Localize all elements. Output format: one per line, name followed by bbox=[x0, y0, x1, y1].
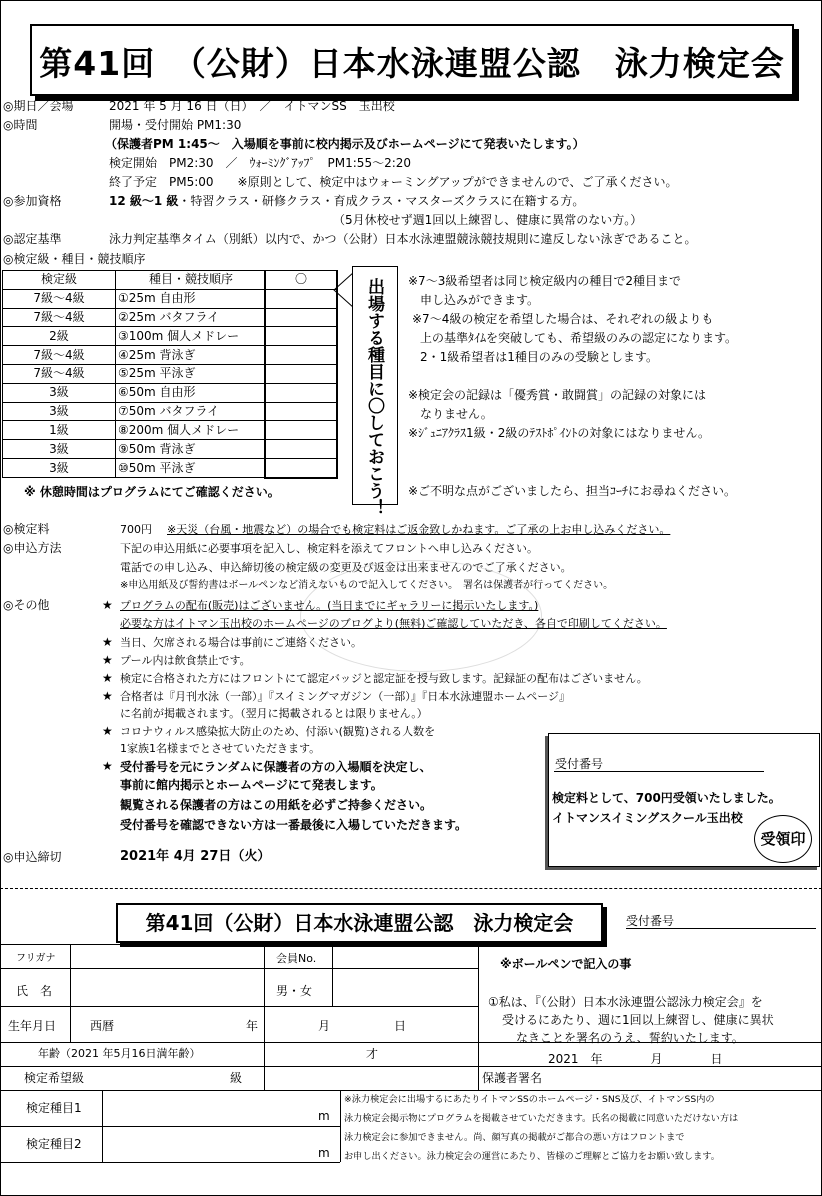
fee-note: ※天災（台風・地震など）の場合でも検定料はご返金致しかねます。ご了承の上お申し込みください。 bbox=[167, 523, 671, 536]
birthday-month: 月 bbox=[318, 1019, 331, 1033]
event-cell: ①25m 自由形 bbox=[116, 289, 266, 308]
other-item: 1家族1名様までとさせていただきます。 bbox=[120, 742, 321, 755]
note-line: ※ｼﾞｭﾆｱｸﾗｽ1級・2級のﾃｽﾄﾎﾟｲﾝﾄの対象にはなりません。 bbox=[408, 426, 711, 440]
table-row bbox=[3, 289, 338, 308]
guardian-label: 保護者署名 bbox=[482, 1071, 543, 1085]
event1-field[interactable] bbox=[104, 1092, 338, 1126]
time-label: ◎時間 bbox=[3, 118, 38, 132]
event-cell: ⑩50m 平泳ぎ bbox=[116, 458, 266, 477]
standard-label: ◎認定基準 bbox=[3, 232, 62, 246]
table-row bbox=[3, 308, 338, 327]
levels-header-row bbox=[3, 271, 338, 290]
event1-unit: m bbox=[318, 1109, 330, 1123]
note-line: ※7～3級希望者は同じ検定級内の種目で2種目まで bbox=[408, 274, 681, 288]
receipt-number-line bbox=[554, 771, 764, 772]
member-no-label: 会員No. bbox=[276, 952, 317, 965]
other-item: 観覧される保護者の方はこの用紙を必ずご持参ください。 bbox=[120, 798, 433, 812]
qual-value bbox=[109, 193, 584, 209]
pledge-line: 受けるにあたり、週に1回以上練習し、健康に異状 bbox=[502, 1013, 774, 1027]
note-line: 上の基準ﾀｲﾑを突破しても、希望級のみの認定になります。 bbox=[420, 331, 738, 345]
member-no-field[interactable] bbox=[334, 946, 476, 966]
other-item: 必要な方はイトマン玉出校のホームページのブログより(無料)ご確認していただき、各自で印刷してください。 bbox=[120, 617, 667, 630]
grade-label: 検定希望級 bbox=[24, 1071, 85, 1085]
star-icon: ★ bbox=[102, 598, 113, 612]
consent-line: 泳力検定会掲示物にプログラムを掲載させていただきます。氏名の掲載に同意いただけない方は bbox=[344, 1113, 739, 1124]
date-value: 2021 年 5 月 16 日（日） ／ イトマンSS 玉出校 bbox=[109, 99, 395, 113]
time-end: 終了予定 PM5:00 ※原則として、検定中はウォーミングアップができませんので、ご了承ください。 bbox=[109, 175, 678, 189]
check-cell[interactable] bbox=[265, 346, 337, 365]
note-line: 2・1級希望者は1種目のみの受験とします。 bbox=[420, 350, 658, 364]
note-line: ※ご不明な点がございましたら、担当ｺｰﾁにお尋ねください。 bbox=[408, 484, 737, 498]
pledge-date: 2021 年 月 日 bbox=[548, 1052, 723, 1066]
check-cell[interactable] bbox=[265, 458, 337, 477]
other-item: 当日、欠席される場合は事前にご連絡ください。 bbox=[120, 636, 362, 649]
consent-line: ※泳力検定会に出場するにあたりイトマンSSのホームページ・SNS及び、イトマンSS内の bbox=[344, 1094, 715, 1105]
star-icon: ★ bbox=[102, 653, 113, 667]
callout-text: 出場する種目に〇しておこう！ bbox=[364, 278, 384, 516]
birthday-label: 生年月日 bbox=[8, 1019, 57, 1033]
level-cell: 2級 bbox=[3, 327, 116, 346]
cut-line bbox=[0, 888, 822, 889]
receipt-number-label: 受付番号 bbox=[555, 757, 604, 771]
form-title: 第41回（公財）日本水泳連盟公認 泳力検定会 bbox=[116, 903, 603, 943]
levels-table bbox=[2, 270, 338, 479]
table-row bbox=[3, 346, 338, 365]
note-line: 申し込みができます。 bbox=[420, 293, 540, 307]
event-cell: ③100m 個人メドレー bbox=[116, 327, 266, 346]
note-line: なりません。 bbox=[420, 407, 493, 421]
ballpen-note: ※ボールペンで記入の事 bbox=[500, 957, 632, 971]
other-item: 事前に館内掲示とホームページにて発表します。 bbox=[120, 778, 383, 792]
other-item: プール内は飲食禁止です。 bbox=[120, 654, 251, 667]
note-line: ※検定会の記録は「優秀賞・敢闘賞」の記録の対象には bbox=[408, 388, 707, 402]
qual-label: ◎参加資格 bbox=[3, 194, 62, 208]
event-cell: ④25m 背泳ぎ bbox=[116, 346, 266, 365]
level-cell: 1級 bbox=[3, 421, 116, 440]
date-label: ◎期日／会場 bbox=[3, 99, 74, 113]
receipt-stamp: 受領印 bbox=[754, 815, 812, 863]
level-cell: 7級～4級 bbox=[3, 346, 116, 365]
consent-line: お申し出ください。泳力検定会の運営にあたり、皆様のご理解とご協力をお願い致します。 bbox=[344, 1151, 720, 1162]
page-title bbox=[30, 24, 794, 96]
furigana-field[interactable] bbox=[72, 946, 262, 966]
other-item: コロナウィルス感染拡大防止のため、付添い(観覧)される人数を bbox=[120, 725, 436, 738]
level-cell: 7級～4級 bbox=[3, 364, 116, 383]
check-cell[interactable] bbox=[265, 364, 337, 383]
event-cell: ⑨50m 背泳ぎ bbox=[116, 440, 266, 459]
event2-field[interactable] bbox=[104, 1128, 338, 1162]
level-cell: 3級 bbox=[3, 440, 116, 459]
check-cell[interactable] bbox=[265, 440, 337, 459]
sex-label: 男・女 bbox=[276, 984, 313, 998]
pledge-line: なきことを署名のうえ、誓約いたします。 bbox=[516, 1031, 744, 1045]
level-cell: 7級～4級 bbox=[3, 289, 116, 308]
qual-note: （5月休校せず週1回以上練習し、健康に異常のない方。） bbox=[333, 213, 643, 227]
page-title-text: 第41回 （公財）日本水泳連盟公認 泳力検定会 bbox=[39, 44, 785, 83]
level-cell: 3級 bbox=[3, 402, 116, 421]
star-icon: ★ bbox=[102, 689, 113, 703]
deadline-value: 2021年 4月 27日（火） bbox=[120, 849, 271, 864]
time-note: （保護者PM 1:45～ 入場順を事前に校内掲示及びホームページにて発表いたします。） bbox=[105, 137, 585, 151]
receipt-received: 検定料として、700円受領いたしました。 bbox=[552, 791, 781, 805]
guardian-signature-field[interactable] bbox=[560, 1068, 816, 1088]
birthday-year: 年 bbox=[246, 1019, 259, 1033]
star-icon: ★ bbox=[102, 724, 113, 738]
event-cell: ⑦50m バタフライ bbox=[116, 402, 266, 421]
event-cell: ⑧200m 個人メドレー bbox=[116, 421, 266, 440]
star-icon: ★ bbox=[102, 671, 113, 685]
name-label: 氏 名 bbox=[16, 984, 53, 998]
levels-label: ◎検定級・種目・競技順序 bbox=[3, 252, 146, 266]
table-row bbox=[3, 383, 338, 402]
qual-bold: 12 級～1 級 bbox=[109, 194, 179, 208]
check-cell[interactable] bbox=[265, 421, 337, 440]
level-cell: 3級 bbox=[3, 383, 116, 402]
fee-label: ◎検定料 bbox=[3, 522, 50, 536]
level-cell: 3級 bbox=[3, 458, 116, 477]
table-row bbox=[3, 421, 338, 440]
event-cell: ②25m バタフライ bbox=[116, 308, 266, 327]
table-row bbox=[3, 364, 338, 383]
star-icon: ★ bbox=[102, 759, 113, 773]
check-cell[interactable] bbox=[265, 308, 337, 327]
fee-amount: 700円 bbox=[120, 523, 152, 536]
event-cell: ⑤25m 平泳ぎ bbox=[116, 364, 266, 383]
age-label: 年齢（2021 年5月16日満年齢） bbox=[38, 1047, 201, 1060]
event1-label: 検定種目1 bbox=[26, 1101, 82, 1115]
check-cell[interactable] bbox=[265, 402, 337, 421]
event2-unit: m bbox=[318, 1146, 330, 1160]
form-number-line bbox=[626, 928, 816, 929]
other-item: 受付番号を確認できない方は一番最後に入場していただきます。 bbox=[120, 818, 468, 832]
header-check: 〇 bbox=[265, 271, 337, 290]
other-item: に名前が掲載されます。（翌月に掲載されるとは限りません。） bbox=[120, 707, 428, 720]
time-start: 検定開始 PM2:30 ／ ｳｫｰﾐﾝｸﾞｱｯﾌﾟ PM1:55～2:20 bbox=[109, 156, 412, 170]
age-unit: 才 bbox=[366, 1047, 379, 1061]
form-number-label: 受付番号 bbox=[626, 914, 675, 928]
level-cell: 7級～4級 bbox=[3, 308, 116, 327]
other-item: 検定に合格された方にはフロントにて認定バッジと認定証を授与致します。記録証の配布はございません。 bbox=[120, 672, 648, 685]
table-row bbox=[3, 458, 338, 477]
apply-line: 電話での申し込み、申込締切後の検定級の変更及び返金は出来ませんのでご了承ください。 bbox=[120, 561, 572, 574]
birthday-day: 日 bbox=[394, 1019, 407, 1033]
deadline-label: ◎申込締切 bbox=[3, 850, 62, 864]
table-row bbox=[3, 402, 338, 421]
event-cell: ⑥50m 自由形 bbox=[116, 383, 266, 402]
pledge-date-line bbox=[478, 1066, 822, 1067]
consent-line: 泳力検定会に参加できません。尚、顔写真の掲載がご都合の悪い方はフロントまで bbox=[344, 1132, 685, 1143]
receipt-school: イトマンスイミングスクール玉出校 bbox=[552, 811, 743, 825]
note-line: ※7～4級の検定を希望した場合は、それぞれの級よりも bbox=[412, 312, 714, 326]
apply-line: 下記の申込用紙に必要事項を記入し、検定料を添えてフロントへ申し込みください。 bbox=[120, 542, 538, 555]
other-label: ◎その他 bbox=[3, 598, 50, 612]
other-item: 受付番号を元にランダムに保護者の方の入場順を決定し、 bbox=[120, 760, 432, 774]
break-note: ※ 休憩時間はプログラムにてご確認ください。 bbox=[24, 485, 280, 499]
check-cell[interactable] bbox=[265, 289, 337, 308]
apply-label: ◎申込方法 bbox=[3, 541, 62, 555]
star-icon: ★ bbox=[102, 635, 113, 649]
other-item: 合格者は『月刊水泳（一部）』『スイミングマガジン（一部）』『日本水泳連盟ホームページ』 bbox=[120, 690, 571, 703]
table-row bbox=[3, 440, 338, 459]
qual-rest: ・特習クラス・研修クラス・育成クラス・マスターズクラスに在籍する方。 bbox=[178, 194, 585, 208]
grade-field[interactable] bbox=[266, 1068, 476, 1088]
time-open: 開場・受付開始 PM1:30 bbox=[109, 118, 242, 132]
furigana-label: フリガナ bbox=[16, 953, 56, 964]
pledge-line: ①私は、『（公財）日本水泳連盟公認泳力検定会』を bbox=[488, 995, 763, 1009]
birthday-era: 西暦 bbox=[90, 1019, 115, 1033]
grade-unit: 級 bbox=[230, 1071, 243, 1085]
standard-value: 泳力判定基準タイム（別紙）以内で、かつ（公財）日本水泳連盟競泳競技規則に違反しない泳ぎであること。 bbox=[109, 232, 697, 246]
table-row bbox=[3, 327, 338, 346]
check-cell[interactable] bbox=[265, 383, 337, 402]
check-cell[interactable] bbox=[265, 327, 337, 346]
other-item: プログラムの配布(販売)はございません。(当日までにギャラリーに掲示いたします。) bbox=[120, 599, 539, 612]
header-event: 種目・競技順序 bbox=[116, 271, 266, 290]
event2-label: 検定種目2 bbox=[26, 1137, 82, 1151]
apply-line: ※申込用紙及び誓約書はボールペンなど消えないもので記入してください。 署名は保護者が行ってください。 bbox=[120, 580, 614, 591]
name-field[interactable] bbox=[72, 970, 262, 1004]
header-level: 検定級 bbox=[3, 271, 116, 290]
